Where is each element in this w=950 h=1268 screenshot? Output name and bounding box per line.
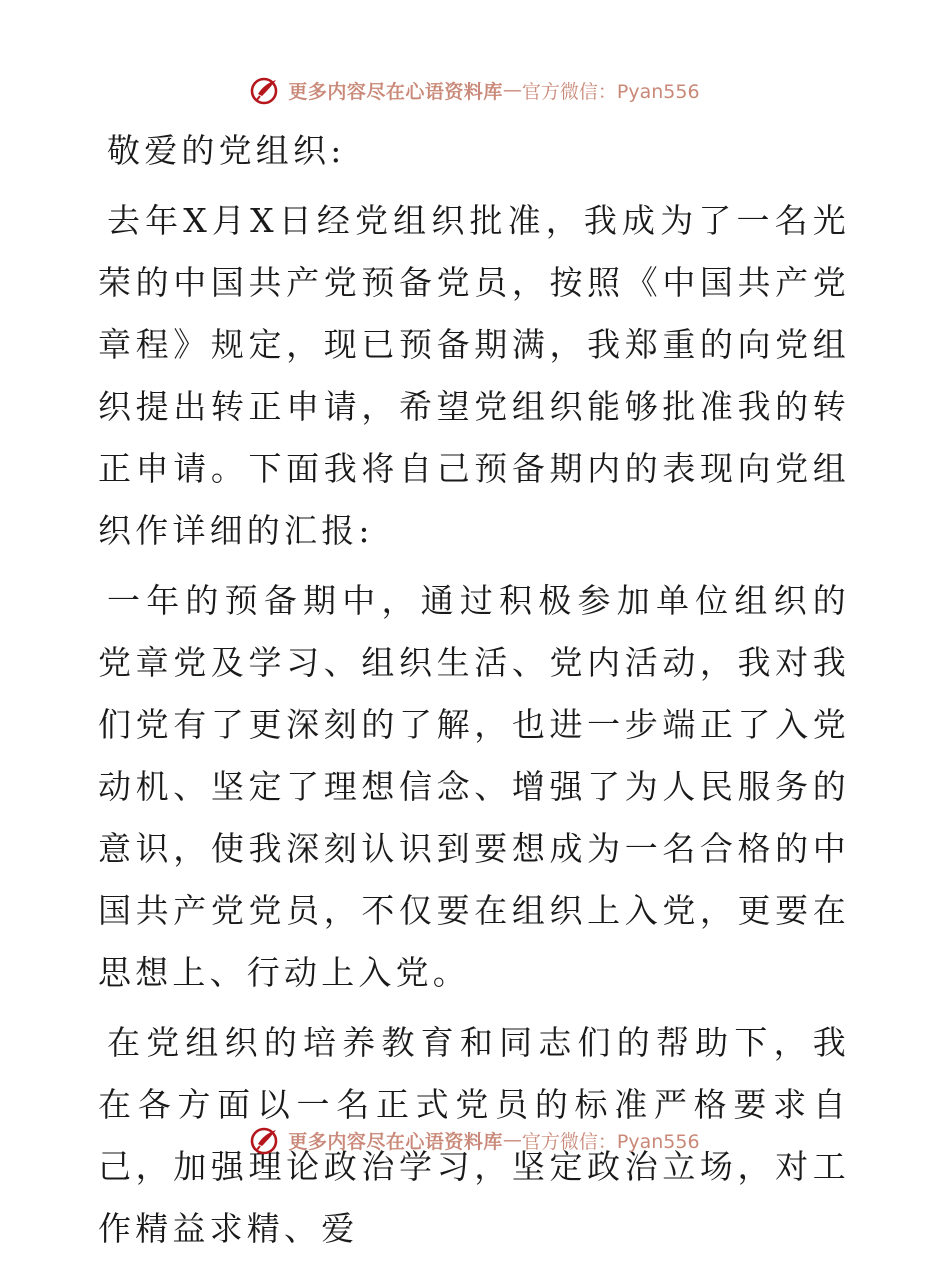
document-body	[98, 120, 850, 1268]
watermark-main-text: 更多内容尽在心语资料库	[288, 1130, 503, 1153]
brand-logo-icon	[250, 1124, 282, 1156]
watermark-wechat-text: 官方微信：Pyan556	[521, 80, 700, 103]
watermark-separator: —	[502, 79, 522, 101]
brand-logo-icon	[250, 74, 282, 106]
salutation: 敬爱的党组织:	[107, 131, 346, 170]
watermark-main-text: 更多内容尽在心语资料库	[288, 80, 503, 103]
header-watermark	[0, 70, 950, 110]
paragraph-1: 去年X月X日经党组织批准，我成为了一名光荣的中国共产党预备党员，按照《中国共产党章程》规定，现已预备期满，我郑重的向党组织提出转正申请，希望党组织能够批准我的转正申请。下面我将自己预备期内的表现向党组织作详细的汇报:	[98, 201, 850, 550]
watermark-wechat-text: 官方微信：Pyan556	[521, 1130, 700, 1153]
watermark-separator: —	[502, 1129, 522, 1151]
footer-watermark	[0, 1120, 950, 1160]
paragraph-2: 一年的预备期中，通过积极参加单位组织的党章党及学习、组织生活、党内活动，我对我们党有了更深刻的了解，也进一步端正了入党动机、坚定了理想信念、增强了为人民服务的意识，使我深刻认识到要想成为一名合格的中国共产党党员，不仅要在组织上入党，更要在思想上、行动上入党。	[98, 581, 850, 992]
paragraph-3: 在党组织的培养教育和同志们的帮助下，我在各方面以一名正式党员的标准严格要求自己，加强理论政治学习，坚定政治立场，对工作精益求精、爱	[98, 1023, 850, 1248]
